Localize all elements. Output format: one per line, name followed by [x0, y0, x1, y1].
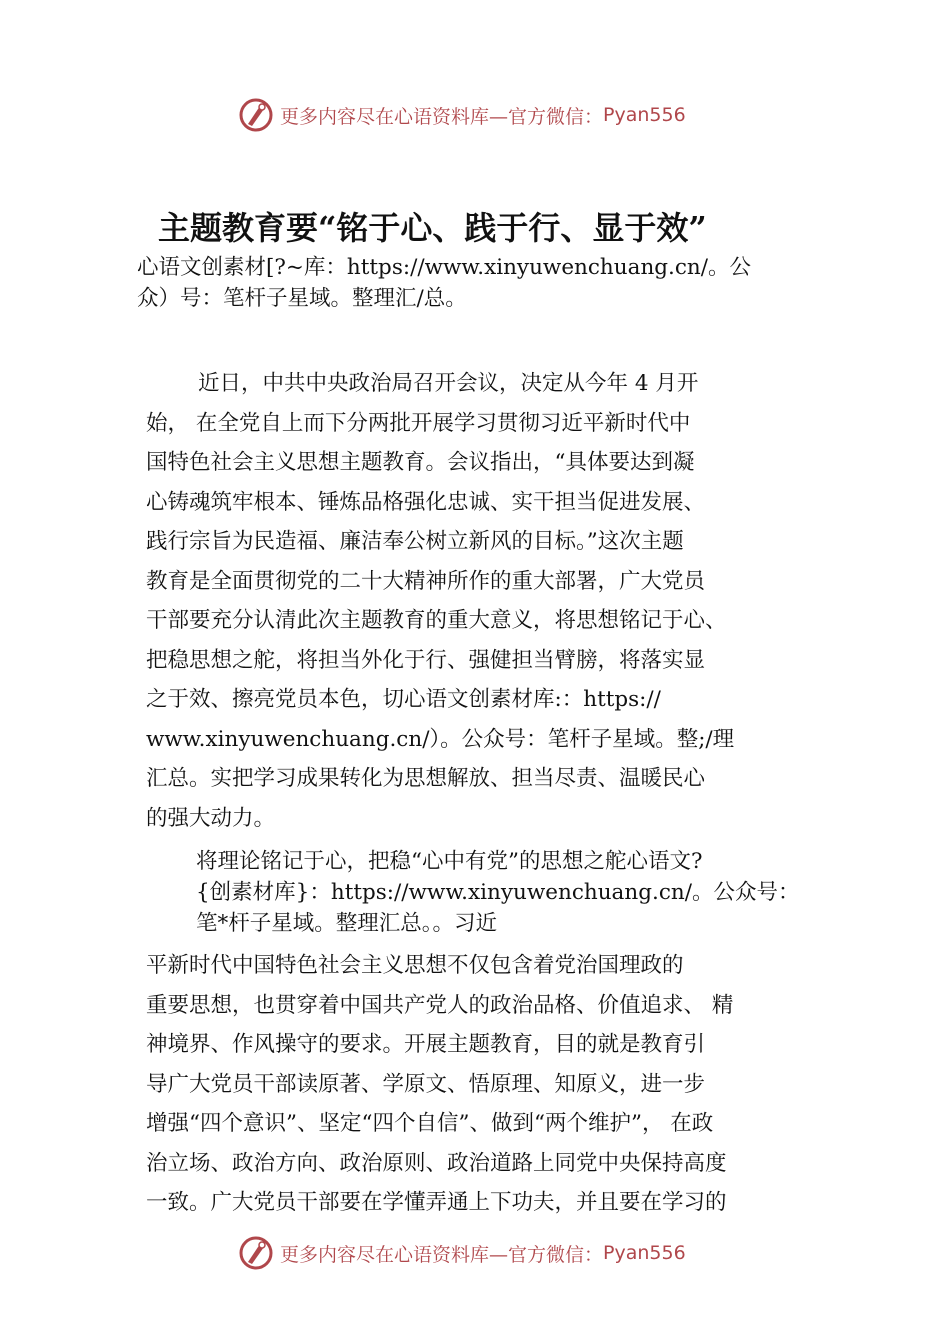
text-line: 导广大党员干部读原著、学原文、悟原理、知原义，进一步 [146, 1071, 706, 1097]
text-line: 的强大动力。 [146, 805, 276, 831]
text-line: 笔*杆子星域。整理汇总。。习近 [196, 911, 498, 936]
source-note [137, 252, 827, 314]
paragraph-intro [146, 364, 836, 838]
text-line: 心铸魂筑牢根本、锤炼品格强化忠诚、实干担当促进发展、 [146, 489, 706, 515]
text-line: 治立场、政治方向、政治原则、政治道路上同党中央保持高度 [146, 1150, 727, 1176]
text-line: 将理论铭记于心，把稳“心中有党”的思想之舵心语文? [196, 849, 703, 874]
footer-banner [238, 1233, 686, 1273]
text-line: 汇总。实把学习成果转化为思想解放、担当尽责、温暖民心 [146, 766, 706, 791]
text-line: 增强“四个意识”、坚定“四个自信”、做到“两个维护”， 在政 [146, 1111, 714, 1136]
text-line: 始， 在全党自上而下分两批开展学习贯彻习近平新时代中 [146, 410, 691, 436]
text-line: 践行宗旨为民造福、廉洁奉公树立新风的目标。”这次主题 [146, 529, 684, 554]
banner-wechat-id: Pyan556 [603, 1242, 686, 1264]
text-line: {创素材库}：https://www.xinyuwenchuang.cn/。公众号： [196, 880, 800, 905]
text-line: 国特色社会主义思想主题教育。会议指出，“具体要达到凝 [146, 450, 695, 475]
text-line: 一致。广大党员干部要在学懂弄通上下功夫，并且要在学习的 [146, 1190, 727, 1215]
section-heading [196, 846, 856, 939]
banner-text: 更多内容尽在心语资料库—官方微信： [280, 1243, 604, 1266]
banner-text: 更多内容尽在心语资料库—官方微信： [280, 105, 604, 128]
document-title: 主题教育要“铭于心、践于行、显于效” [158, 209, 707, 247]
pen-nib-logo-icon [238, 1235, 274, 1271]
text-line: 重要思想，也贯穿着中国共产党人的政治品格、价值追求、 精 [146, 992, 734, 1018]
text-line: 之于效、擦亮党员本色，切心语文创素材库:：https:// [146, 687, 661, 712]
source-line: 众）号：笔杆子星域。整理汇/总。 [137, 286, 467, 311]
header-banner [238, 95, 686, 135]
text-line: 神境界、作风操守的要求。开展主题教育，目的就是教育引 [146, 1032, 706, 1057]
source-line: 心语文创素材[?~库：https://www.xinyuwenchuang.cn/。公 [137, 255, 752, 280]
text-line: 干部要充分认清此次主题教育的重大意义，将思想铭记于心、 [146, 608, 727, 633]
text-line: 教育是全面贯彻党的二十大精神所作的重大部署，广大党员 [146, 568, 706, 594]
text-line: 把稳思想之舵，将担当外化于行、强健担当臂膀，将落实显 [146, 647, 706, 673]
paragraph-body [146, 946, 836, 1223]
text-line: www.xinyuwenchuang.cn/）。公众号：笔杆子星域。整;/理 [146, 726, 735, 752]
text-line: 平新时代中国特色社会主义思想不仅包含着党治国理政的 [146, 953, 684, 978]
pen-nib-logo-icon [238, 97, 274, 133]
banner-wechat-id: Pyan556 [603, 104, 686, 126]
text-line: 近日，中共中央政治局召开会议，决定从今年 4 月开 [198, 371, 699, 396]
